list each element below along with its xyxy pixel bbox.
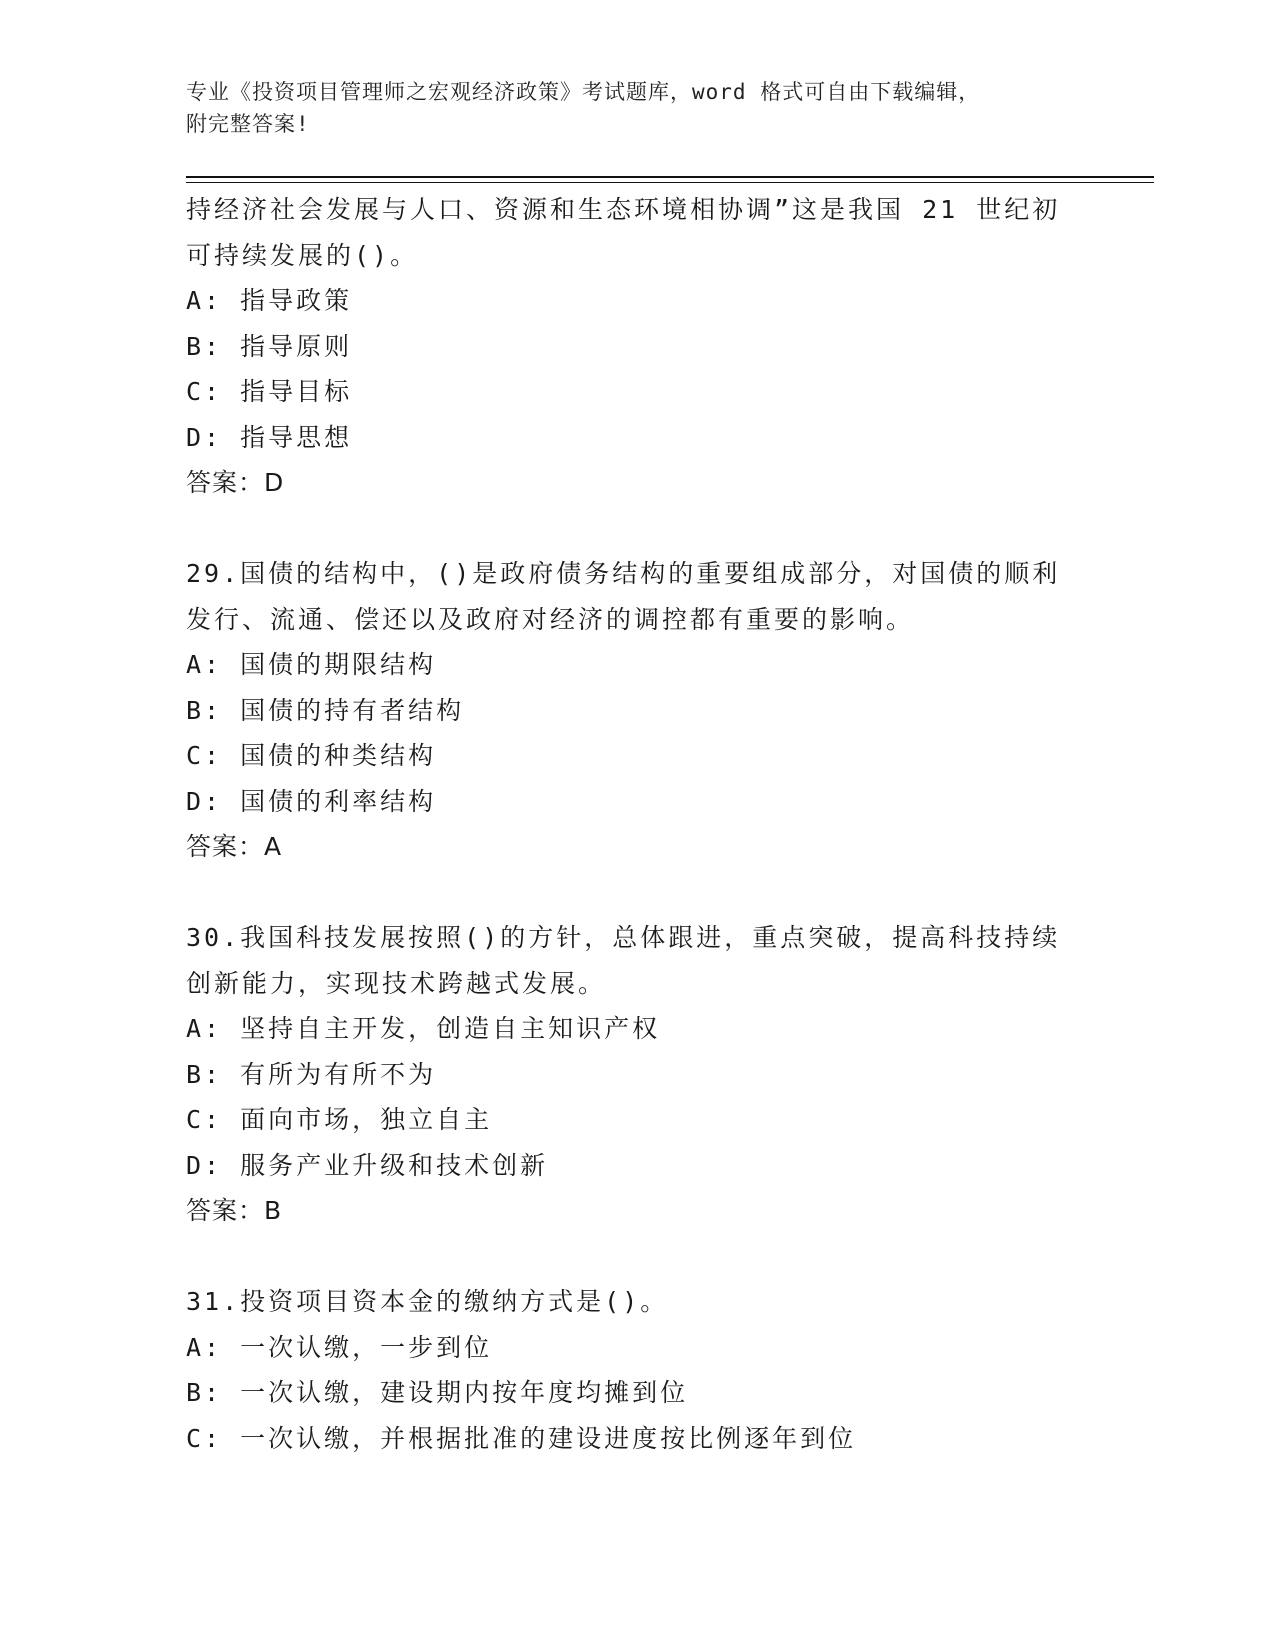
option-text: 指导政策 [240, 286, 353, 315]
question-stem-line: 持经济社会发展与人口、资源和生态环境相协调”这是我国 21 世纪初 [186, 195, 1061, 224]
option-text: 国债的种类结构 [240, 741, 437, 770]
spacer [186, 870, 1086, 916]
answer-line: 答案：D [186, 468, 285, 497]
option-text: 指导原则 [240, 331, 353, 361]
header-divider-thin [186, 182, 1154, 183]
option-text: 国债的持有者结构 [240, 695, 465, 725]
option-text: 国债的利率结构 [240, 786, 437, 816]
option-letter: A: [186, 1014, 223, 1043]
question-30 [186, 915, 1086, 1234]
header-divider-thick [186, 176, 1154, 178]
option-text: 面向市场，独立自主 [240, 1105, 493, 1134]
option-a [186, 642, 1086, 688]
option-letter: A: [186, 286, 223, 315]
option-c [186, 1097, 1086, 1143]
option-text: 一次认缴，并根据批准的建设进度按比例逐年到位 [240, 1423, 857, 1453]
question-stem-line: 29.国债的结构中，()是政府债务结构的重要组成部分，对国债的顺利 [186, 559, 1061, 588]
header-line-2: 附完整答案! [186, 112, 310, 136]
question-31 [186, 1279, 1086, 1461]
option-b [186, 688, 1086, 734]
option-text: 坚持自主开发，创造自主知识产权 [240, 1014, 661, 1043]
header-line-1: 专业《投资项目管理师之宏观经济政策》考试题库，word 格式可自由下载编辑， [186, 80, 981, 104]
option-letter: C: [186, 1105, 223, 1134]
option-letter: D: [186, 1150, 223, 1180]
question-28 [186, 187, 1086, 506]
option-letter: A: [186, 650, 223, 679]
option-text: 一次认缴，建设期内按年度均摊到位 [240, 1378, 689, 1407]
question-stem-line: 发行、流通、偿还以及政府对经济的调控都有重要的影响。 [186, 604, 915, 634]
option-letter: B: [186, 1378, 223, 1407]
spacer [186, 506, 1086, 552]
option-text: 一次认缴，一步到位 [240, 1332, 493, 1362]
spacer [186, 1234, 1086, 1280]
option-b [186, 1370, 1086, 1416]
option-a [186, 278, 1086, 324]
option-c [186, 1416, 1086, 1462]
option-b [186, 324, 1086, 370]
option-d [186, 779, 1086, 825]
question-29 [186, 551, 1086, 870]
option-a [186, 1006, 1086, 1052]
option-b [186, 1052, 1086, 1098]
option-d [186, 415, 1086, 461]
option-letter: B: [186, 1059, 223, 1089]
question-stem-line: 31.投资项目资本金的缴纳方式是()。 [186, 1287, 669, 1316]
option-text: 指导目标 [240, 377, 353, 406]
option-letter: A: [186, 1332, 223, 1362]
question-stem-line: 创新能力，实现技术跨越式发展。 [186, 968, 607, 998]
option-d [186, 1143, 1086, 1189]
option-letter: B: [186, 695, 223, 725]
option-letter: D: [186, 422, 223, 452]
option-c [186, 733, 1086, 779]
option-text: 指导思想 [240, 422, 353, 452]
option-letter: C: [186, 377, 223, 406]
answer-line: 答案：B [186, 1196, 283, 1225]
option-letter: D: [186, 786, 223, 816]
question-list [186, 187, 1086, 1461]
option-text: 服务产业升级和技术创新 [240, 1150, 549, 1180]
answer-line: 答案：A [186, 832, 283, 861]
question-stem-line: 可持续发展的()。 [186, 240, 419, 270]
option-letter: C: [186, 1423, 223, 1453]
question-stem-line: 30.我国科技发展按照()的方针，总体跟进，重点突破，提高科技持续 [186, 923, 1061, 952]
option-text: 有所为有所不为 [240, 1059, 437, 1089]
option-letter: C: [186, 741, 223, 770]
page-header [186, 76, 1086, 140]
option-c [186, 369, 1086, 415]
option-text: 国债的期限结构 [240, 650, 437, 679]
option-letter: B: [186, 331, 223, 361]
option-a [186, 1325, 1086, 1371]
